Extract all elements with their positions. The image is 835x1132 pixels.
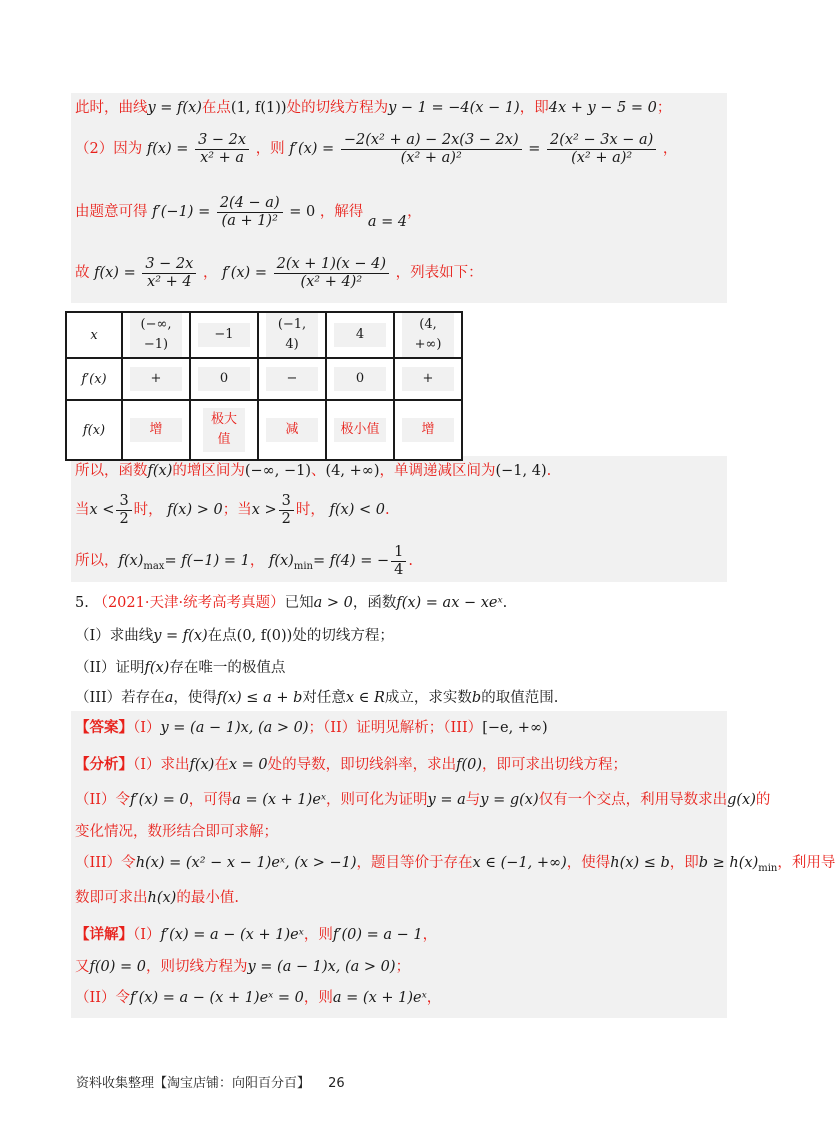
fraction: $\frac{3}{2}$ <box>279 493 294 527</box>
table-cell: + <box>122 358 190 400</box>
analysis-line-4: （III）令h(x) = (x² − x − 1)eˣ, (x > −1)，题目等价于存在x ∈ (−1, +∞)，使得h(x) ≤ b，即$b \ge h(x)_{min}$，利用导 <box>75 855 835 874</box>
table-cell: 0 <box>190 358 258 400</box>
table-row-fprime <box>66 358 462 400</box>
solution-line-5: 所以，函数f(x)的增区间为(−∞, −1)、(4, +∞)，单调递减区间为(−1, 4). <box>75 463 552 479</box>
fraction: $\frac{3 - 2x}{\text{x² + a}}$ <box>195 132 249 166</box>
fraction: $\frac{\text{−2(x² + a) − 2x(3 − 2x)}}{\text{(x² + a)²}}$ <box>341 132 522 166</box>
analysis-tag: 【分析】 <box>75 756 133 773</box>
fraction: $\frac{2(4 - a)}{\text{(a + 1)²}}$ <box>217 195 283 229</box>
fraction: $\frac{1}{4}$ <box>391 544 406 578</box>
table-cell: 极小值 <box>326 400 394 460</box>
solution-line-3: 由题意可得 f′(−1) = $\frac{2(4 - a)}{\text{(a + 1)²}}$ = 0 ，解得 a = 4， <box>75 195 422 231</box>
table-cell: −1 <box>190 312 258 358</box>
table-cell: (−1, 4) <box>258 312 326 358</box>
table-row-f <box>66 400 462 460</box>
solution-line-7: 所以，$f(x)_{max}= f(-1) = 1$， $f(x)_{min}= f(4)$ = − $\frac{1}{4}$ . <box>75 544 413 578</box>
details-tag: 【详解】 <box>75 926 133 943</box>
table-cell: 4 <box>326 312 394 358</box>
table-cell: 减 <box>258 400 326 460</box>
table-cell: 极大值 <box>190 400 258 460</box>
table-cell: f′(x) <box>66 358 122 400</box>
analysis-line-1: 【分析】（I）求出f(x)在x = 0处的导数，即切线斜率，求出f(0)，即可求出切线方程； <box>75 756 628 773</box>
details-line-2: 又f(0) = 0，则切线方程为y = (a − 1)x, (a > 0)； <box>75 959 411 975</box>
fraction: $\frac{2(x + 1)(x - 4)}{\text{(x² + 4)²}}$ <box>274 256 389 290</box>
page-number: 26 <box>328 1076 345 1091</box>
analysis-line-3: 变化情况，数形结合即可求解； <box>75 824 278 840</box>
table-cell: (−∞, −1) <box>122 312 190 358</box>
table-cell: 增 <box>394 400 462 460</box>
footer-text: 资料收集整理【淘宝店铺：向阳百分百】 <box>76 1076 311 1091</box>
analysis-line-2: （II）令f′(x) = 0，可得a = (x + 1)eˣ，则可化为证明y = a与y = g(x)仅有一个交点，利用导数求出g(x)的 <box>75 792 771 808</box>
fraction: $\frac{3}{2}$ <box>116 493 131 527</box>
problem-5-part-2: （II）证明f(x)存在唯一的极值点 <box>75 660 286 676</box>
solution-line-6: 当x < $\frac{3}{2}$ 时， f(x) > 0；当x > $\frac{3}{2}$ 时， f(x) < 0. <box>75 493 390 527</box>
table-cell: + <box>394 358 462 400</box>
page-footer <box>76 1072 345 1091</box>
solution-line-1: 此时，曲线y = f(x)在点(1, f(1))处的切线方程为y − 1 = −4(x − 1)，即4x + y − 5 = 0； <box>75 100 672 116</box>
problem-5-part-1: （I）求曲线y = f(x)在点(0, f(0))处的切线方程； <box>75 628 394 644</box>
solution-line-2: （2）因为 f(x) = $\frac{3 - 2x}{\text{x² + a}}$ ，则 f′(x) = $\frac{\text{−2(x² + a) − 2x(3 − 2x)}}{\text{(x² + a)²}}$ = $\frac{\text{2(x² − 3x − a)}}{\text{(x² + a)²}}$ ， <box>75 132 678 166</box>
variation-table <box>65 311 463 461</box>
table-cell: 增 <box>122 400 190 460</box>
answer-line: 【答案】（I）y = (a − 1)x, (a > 0)；（II）证明见解析；（III）[−e, +∞) <box>75 719 548 736</box>
analysis-line-5: 数即可求出h(x)的最小值. <box>75 890 239 906</box>
table-cell: x <box>66 312 122 358</box>
table-cell: f(x) <box>66 400 122 460</box>
table-row-x <box>66 312 462 358</box>
fraction: $\frac{3 - 2x}{\text{x² + 4}}$ <box>142 256 196 290</box>
problem-5-stem: 5. （2021·天津·统考高考真题）已知a > 0，函数f(x) = ax − xeˣ. <box>75 595 508 611</box>
table-cell: 0 <box>326 358 394 400</box>
answer-tag: 【答案】 <box>75 719 133 736</box>
details-line-3: （II）令f′(x) = a − (x + 1)eˣ = 0，则a = (x + 1)eˣ， <box>75 990 442 1006</box>
table-cell: (4, +∞) <box>394 312 462 358</box>
details-line-1: 【详解】（I）f′(x) = a − (x + 1)eˣ，则f′(0) = a − 1， <box>75 926 438 943</box>
fraction: $\frac{\text{2(x² − 3x − a)}}{\text{(x² + a)²}}$ <box>547 132 656 166</box>
table-cell: − <box>258 358 326 400</box>
problem-5-part-3: （III）若存在a，使得f(x) ≤ a + b对任意x ∈ R成立，求实数b的取值范围. <box>75 690 559 706</box>
solution-line-4: 故 f(x) = $\frac{3 - 2x}{\text{x² + 4}}$ ， f′(x) = $\frac{2(x + 1)(x - 4)}{\text{(x² + 4)²}}$ ，列表如下： <box>75 256 483 290</box>
